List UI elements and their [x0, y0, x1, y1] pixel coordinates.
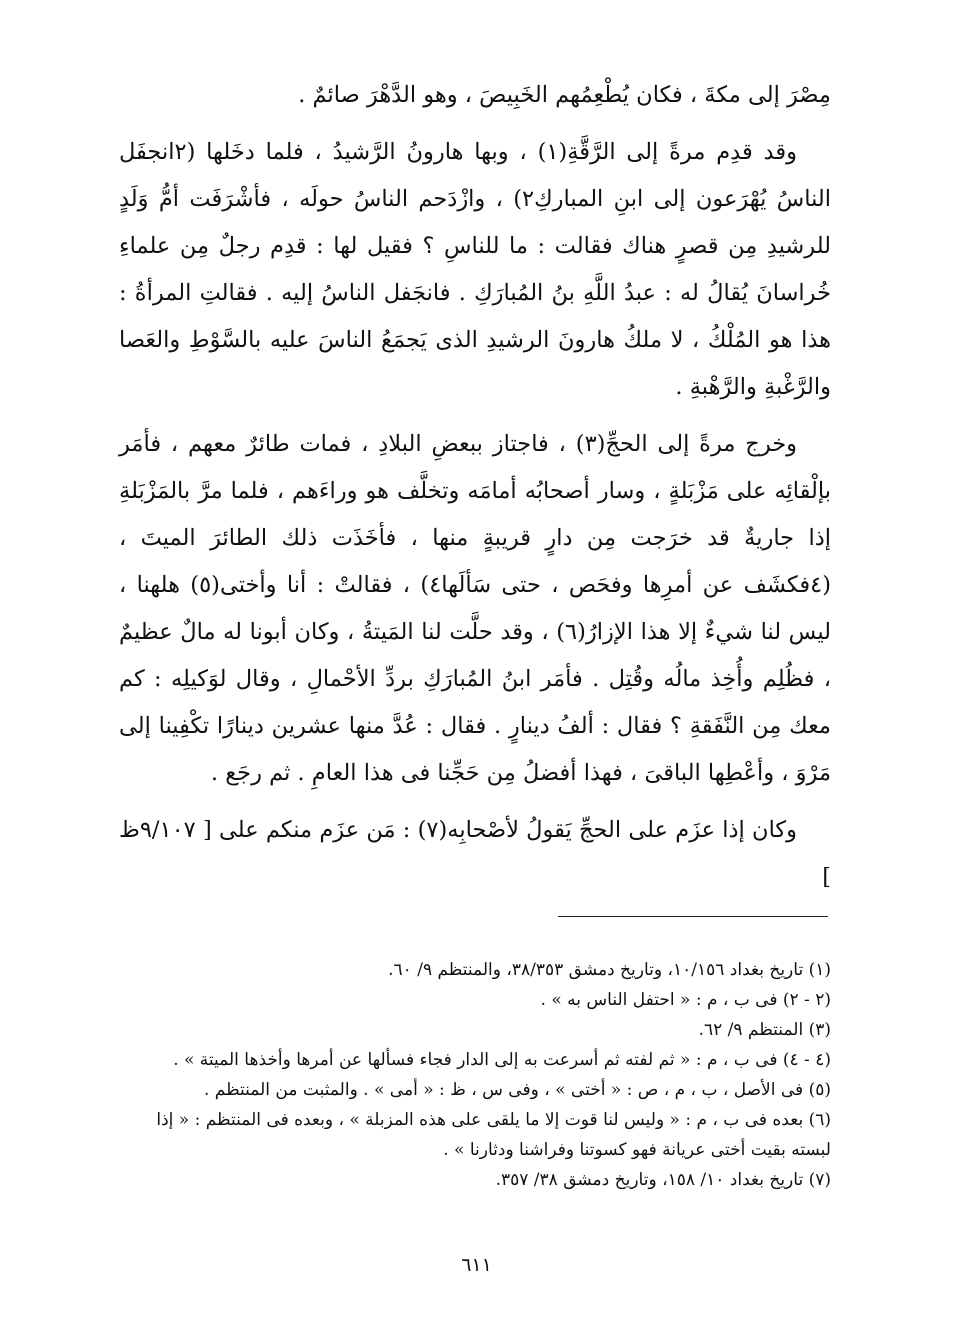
main-text: [119, 72, 831, 901]
footnote-6: (٦) بعده فى ب ، م : « وليس لنا قوت إلا ما يلقى على هذه المزبلة » ، وبعده فى المنتظم : « إذا لبسته بقيت أختى عريانة فهو كسوتنا وفراشنا ودثارنا » .: [156, 1110, 831, 1160]
paragraph-4: وكان إذا عزَم على الحجِّ يَقولُ لأصْحابِه(٧) : مَن عزَم منكم على [ ٩/١٠٧ظ ]: [119, 817, 831, 890]
footnote-4: (٤ - ٤) فى ب ، م : « ثم لفته ثم أسرعت به إلى الدار فجاء فسألها عن أمرها وأخذها الميتة » .: [173, 1050, 831, 1070]
page-number: ٦١١: [461, 1254, 492, 1276]
footnote-5: (٥) فى الأصل ، ب ، م ، ص : « أختى » ، وفى س ، ظ : « أمى » . والمثبت من المنتظم .: [203, 1080, 831, 1100]
footnote-3: (٣) المنتظم ٩/ ٦٢.: [698, 1020, 831, 1040]
footnotes: [119, 955, 831, 1195]
footnote-1: (١) تاريخ بغداد ١٠/١٥٦، وتاريخ دمشق ٣٨/٣٥٣، والمنتظم ٩/ ٦٠.: [388, 960, 831, 980]
footnote-divider: [558, 916, 828, 917]
paragraph-3: وخرج مرةً إلى الحجِّ(٣) ، فاجتاز ببعضِ البلادِ ، فمات طائرٌ معهم ، فأمَر بإلْقائِه على مَزْبَلةٍ ، وسار أصحابُه أمامَه وتخلَّف هو وراءَهم ، فلما مرَّ بالمَزْبَلةِ إذا جاريةٌ قد خرَجت مِن دارٍ قريبةٍ منها ، فأخَذَت ذلك الطائرَ الميتَ ، (٤فكشَف عن أمرِها وفحَص ، حتى سَألَها٤) ، فقالتْ : أنا وأختى(٥) هلهنا ، ليس لنا شيءٌ إلا هذا الإزارُ(٦) ، وقد حلَّت لنا المَيتةُ ، وكان أبونا له مالٌ عظيمٌ ، فظُلِم وأُخِذ مالُه وقُتِل . فأمَر ابنُ المُبارَكِ بردِّ الأحْمالِ ، وقال لوَكيلِه : كم معك مِن النَّفَقةِ ؟ فقال : ألفُ دينارٍ . فقال : عُدَّ منها عشرين دينارًا تكْفِينا إلى مَرْوَ ، وأعْطِها الباقىَ ، فهذا أفضلُ مِن حَجِّنا فى هذا العامِ . ثم رجَع .: [119, 431, 831, 786]
paragraph-1: مِصْرَ إلى مكةَ ، فكان يُطْعِمُهم الخَبِيصَ ، وهو الدَّهْرَ صائمٌ .: [298, 82, 831, 108]
footnote-7: (٧) تاريخ بغداد ١٠/ ١٥٨، وتاريخ دمشق ٣٨/ ٣٥٧.: [495, 1170, 831, 1190]
footnote-2: (٢ - ٢) فى ب ، م : « احتفل الناس به » .: [540, 990, 831, 1010]
paragraph-2: وقد قدِم مرةً إلى الرَّقَّةِ(١) ، وبها هارونُ الرَّشيدُ ، فلما دخَلها (٢انجفَل الناسُ يُهْرَعون إلى ابنِ المباركِ٢) ، وازْدَحم الناسُ حولَه ، فأشْرَفَت أمُّ وَلَدٍ للرشيدِ مِن قصرٍ هناك فقالت : ما للناسِ ؟ فقيل لها : قدِم رجلٌ مِن علماءِ خُراسانَ يُقالُ له : عبدُ اللَّهِ بنُ المُبارَكِ . فانجَفل الناسُ إليه . فقالتِ المرأةُ : هذا هو المُلْكُ ، لا ملكُ هارونَ الرشيدِ الذى يَجمَعُ الناسَ عليه بالسَّوْطِ والعَصا والرَّغْبةِ والرَّهْبةِ .: [119, 139, 831, 400]
